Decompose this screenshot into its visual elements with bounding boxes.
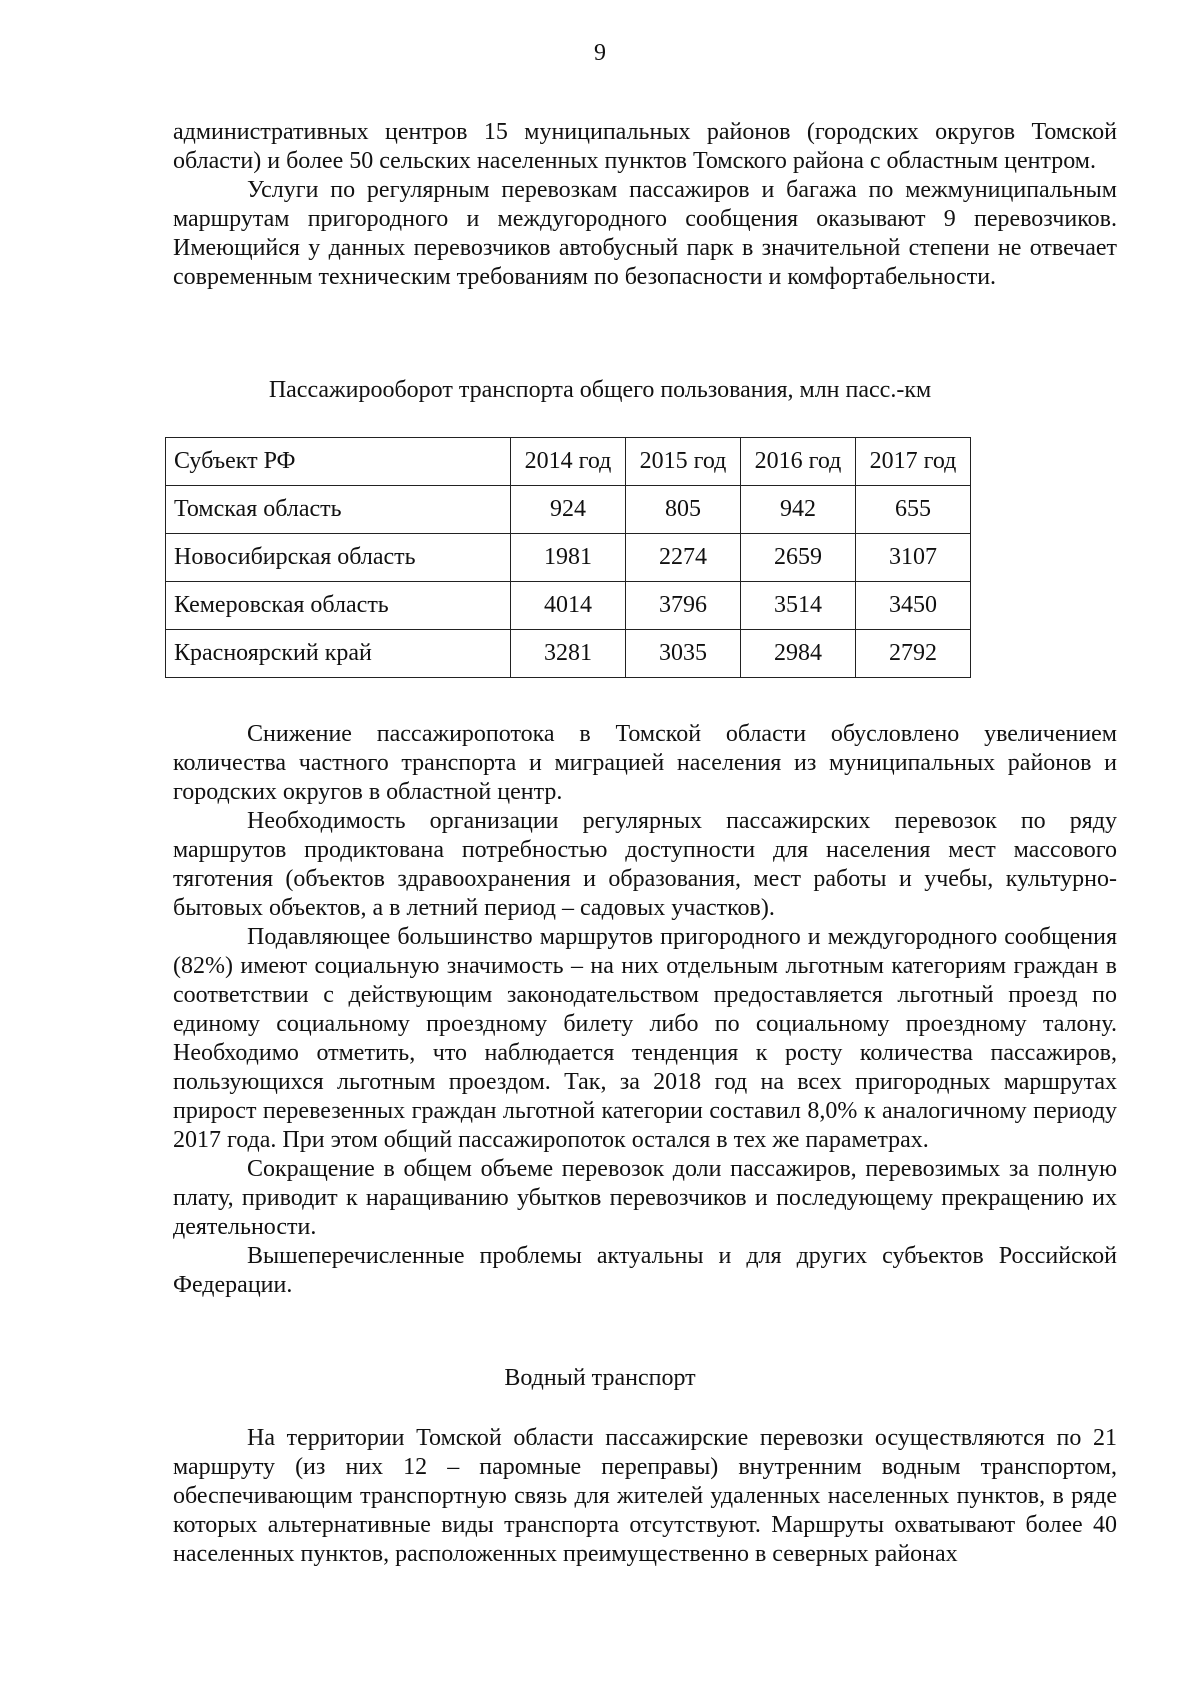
table-cell: 805 bbox=[626, 486, 741, 534]
body-text bbox=[173, 720, 1117, 1300]
table-cell: Томская область bbox=[166, 486, 511, 534]
header-cell: 2015 год bbox=[626, 438, 741, 486]
table-cell: 4014 bbox=[511, 582, 626, 630]
passenger-turnover-table bbox=[165, 437, 971, 678]
table-cell: 1981 bbox=[511, 534, 626, 582]
table-cell: 3796 bbox=[626, 582, 741, 630]
paragraph: Снижение пассажиропотока в Томской области обусловлено увеличением количества частного транспорта и миграцией населения из муниципальных районов и городских округов в областной центр. bbox=[173, 721, 1117, 805]
table-cell: 655 bbox=[856, 486, 971, 534]
section-text bbox=[173, 1424, 1117, 1569]
table-cell: 3035 bbox=[626, 630, 741, 678]
table-cell: 2792 bbox=[856, 630, 971, 678]
table-cell: 3281 bbox=[511, 630, 626, 678]
table-cell: 3107 bbox=[856, 534, 971, 582]
header-cell: Субъект РФ bbox=[166, 438, 511, 486]
table-row bbox=[166, 582, 971, 630]
table-cell: 942 bbox=[741, 486, 856, 534]
paragraph: Услуги по регулярным перевозкам пассажиров и багажа по межмуниципальным маршрутам пригородного и междугородного сообщения оказывают 9 перевозчиков. Имеющийся у данных перевозчиков автобусный парк в значительной степени не отвечает современным техническим требованиям по безопасности и комфортабельности. bbox=[173, 177, 1117, 290]
table-cell: 924 bbox=[511, 486, 626, 534]
header-cell: 2017 год bbox=[856, 438, 971, 486]
paragraph: Сокращение в общем объеме перевозок доли пассажиров, перевозимых за полную плату, приводит к наращиванию убытков перевозчиков и последующему прекращению их деятельности. bbox=[173, 1156, 1117, 1240]
paragraph: Подавляющее большинство маршрутов пригородного и междугородного сообщения (82%) имеют социальную значимость – на них отдельным льготным категориям граждан в соответствии с действующим законодательством предоставляется льготный проезд по единому социальному проездному билету либо по социальному проездному талону. Необходимо отметить, что наблюдается тенденция к росту количества пассажиров, пользующихся льготным проездом. Так, за 2018 год на всех пригородных маршрутах прирост перевезенных граждан льготной категории составил 8,0% к аналогичному периоду 2017 года. При этом общий пассажиропоток остался в тех же параметрах. bbox=[173, 924, 1117, 1153]
table-cell: 2984 bbox=[741, 630, 856, 678]
table-cell: Новосибирская область bbox=[166, 534, 511, 582]
section-heading: Водный транспорт bbox=[504, 1365, 696, 1391]
table-caption: Пассажирооборот транспорта общего пользования, млн пасс.-км bbox=[268, 377, 932, 403]
table-row bbox=[166, 486, 971, 534]
table-cell: 2274 bbox=[626, 534, 741, 582]
header-cell: 2016 год bbox=[741, 438, 856, 486]
table-cell: Кемеровская область bbox=[166, 582, 511, 630]
paragraph: На территории Томской области пассажирские перевозки осуществляются по 21 маршруту (из них 12 – паромные переправы) внутренним водным транспортом, обеспечивающим транспортную связь для жителей удаленных населенных пунктов, в ряде которых альтернативные виды транспорта отсутствуют. Маршруты охватывают более 40 населенных пунктов, расположенных преимущественно в северных районах bbox=[173, 1425, 1117, 1567]
header-cell: 2014 год bbox=[511, 438, 626, 486]
table-row bbox=[166, 630, 971, 678]
table-cell: 3450 bbox=[856, 582, 971, 630]
paragraph: административных центров 15 муниципальных районов (городских округов Томской области) и более 50 сельских населенных пунктов Томского района с областным центром. bbox=[173, 119, 1117, 174]
paragraph: Необходимость организации регулярных пассажирских перевозок по ряду маршрутов продиктована потребностью доступности для населения мест массового тяготения (объектов здравоохранения и образования, мест работы и учебы, культурно-бытовых объектов, а в летний период – садовых участков). bbox=[173, 808, 1117, 921]
table-row bbox=[166, 534, 971, 582]
table-cell: 2659 bbox=[741, 534, 856, 582]
table-header-row bbox=[166, 438, 971, 486]
table-cell: 3514 bbox=[741, 582, 856, 630]
paragraph: Вышеперечисленные проблемы актуальны и для других субъектов Российской Федерации. bbox=[173, 1243, 1117, 1298]
page-number: 9 bbox=[594, 40, 606, 66]
intro-text bbox=[173, 118, 1117, 292]
table-cell: Красноярский край bbox=[166, 630, 511, 678]
